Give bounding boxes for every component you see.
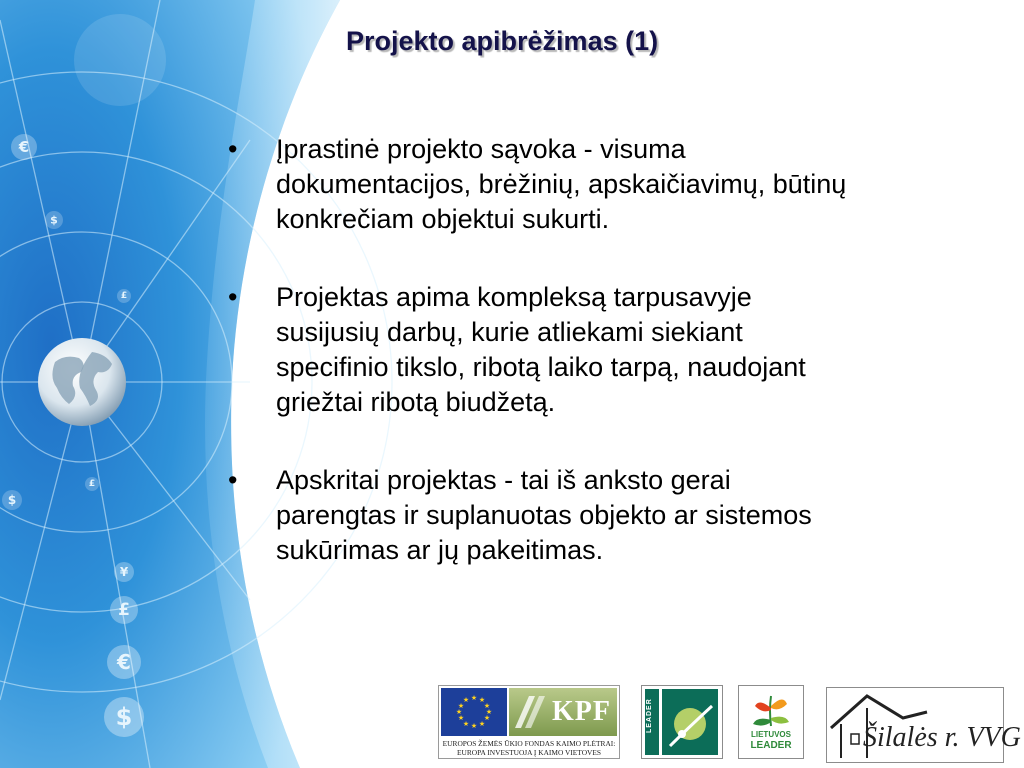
bullet-line: Projektas apima kompleksą tarpusavyje xyxy=(276,282,752,312)
bullet-marker: • xyxy=(228,465,238,495)
bullet-item xyxy=(228,280,1008,420)
pound-currency-icon: £ xyxy=(120,291,128,301)
slide-title: Projekto apibrėžimas (1) xyxy=(346,26,659,56)
svg-text:★: ★ xyxy=(478,720,486,728)
pound-currency-icon: £ xyxy=(118,600,130,620)
bullet-line: Įprastinė projekto sąvoka - visuma xyxy=(276,134,686,164)
svg-text:★: ★ xyxy=(478,696,486,704)
svg-text:★: ★ xyxy=(462,720,470,728)
leader-vertical-text: LEADER xyxy=(646,698,653,733)
pound-currency-icon: £ xyxy=(88,479,96,489)
svg-text:★: ★ xyxy=(457,702,465,710)
svg-text:★: ★ xyxy=(483,702,491,710)
leader-emblem-icon xyxy=(642,686,722,758)
silales-vvg-logo xyxy=(826,687,1021,763)
bullet-item xyxy=(228,463,1008,568)
bullet-line: griežtai ribotą biudžetą. xyxy=(276,387,556,417)
vvg-logo-text: Šilalės r. VVG xyxy=(863,722,1021,753)
eu-caption-line: EUROPA INVESTUOJA Į KAIMO VIETOVES xyxy=(457,748,601,757)
svg-text:★: ★ xyxy=(455,708,463,716)
leader-text: LEADER xyxy=(750,740,792,751)
bullet-list xyxy=(228,132,1008,611)
bullet-line: parengtas ir suplanuotas objekto ar sistemos xyxy=(276,500,812,530)
bullet-line: konkrečiam objektui sukurti. xyxy=(276,204,610,234)
dollar-currency-icon: $ xyxy=(115,703,133,731)
lietuvos-leader-logo xyxy=(738,685,804,759)
kpf-emblem xyxy=(509,688,617,736)
bullet-line: sukūrimas ar jų pakeitimas. xyxy=(276,535,604,565)
svg-text:★: ★ xyxy=(470,722,478,730)
eu-kpf-logo xyxy=(438,685,620,759)
euro-currency-icon: € xyxy=(18,138,30,156)
bullet-line: dokumentacijos, brėžinių, apskaičiavimų, būtinų xyxy=(276,169,847,199)
dollar-currency-icon: $ xyxy=(50,213,58,227)
svg-text:★: ★ xyxy=(483,714,491,722)
leaf-icon xyxy=(739,686,803,730)
yen-currency-icon: ¥ xyxy=(119,565,129,579)
bullet-line: specifinio tikslo, ribotą laiko tarpą, naudojant xyxy=(276,352,806,382)
svg-text:★: ★ xyxy=(470,694,478,702)
svg-text:★: ★ xyxy=(485,708,493,716)
leader-logo xyxy=(641,685,723,759)
svg-text:★: ★ xyxy=(457,714,465,722)
bullet-item xyxy=(228,132,1008,237)
euro-currency-icon: € xyxy=(117,650,131,674)
dollar-currency-icon: $ xyxy=(7,493,17,507)
bullet-line: susijusių darbų, kurie atliekami siekiant xyxy=(276,317,743,347)
bullet-marker: • xyxy=(228,282,238,312)
bullet-line: Apskritai projektas - tai iš anksto gerai xyxy=(276,465,731,495)
svg-text:★: ★ xyxy=(462,696,470,704)
lietuvos-text: LIETUVOS xyxy=(750,730,791,739)
bullet-marker: • xyxy=(228,134,238,164)
eu-caption-line: EUROPOS ŽEMĖS ŪKIO FONDAS KAIMO PLĖTRAI: xyxy=(442,739,616,748)
kpf-logo-text: KPF xyxy=(552,696,611,727)
eu-flag-icon xyxy=(441,688,507,736)
